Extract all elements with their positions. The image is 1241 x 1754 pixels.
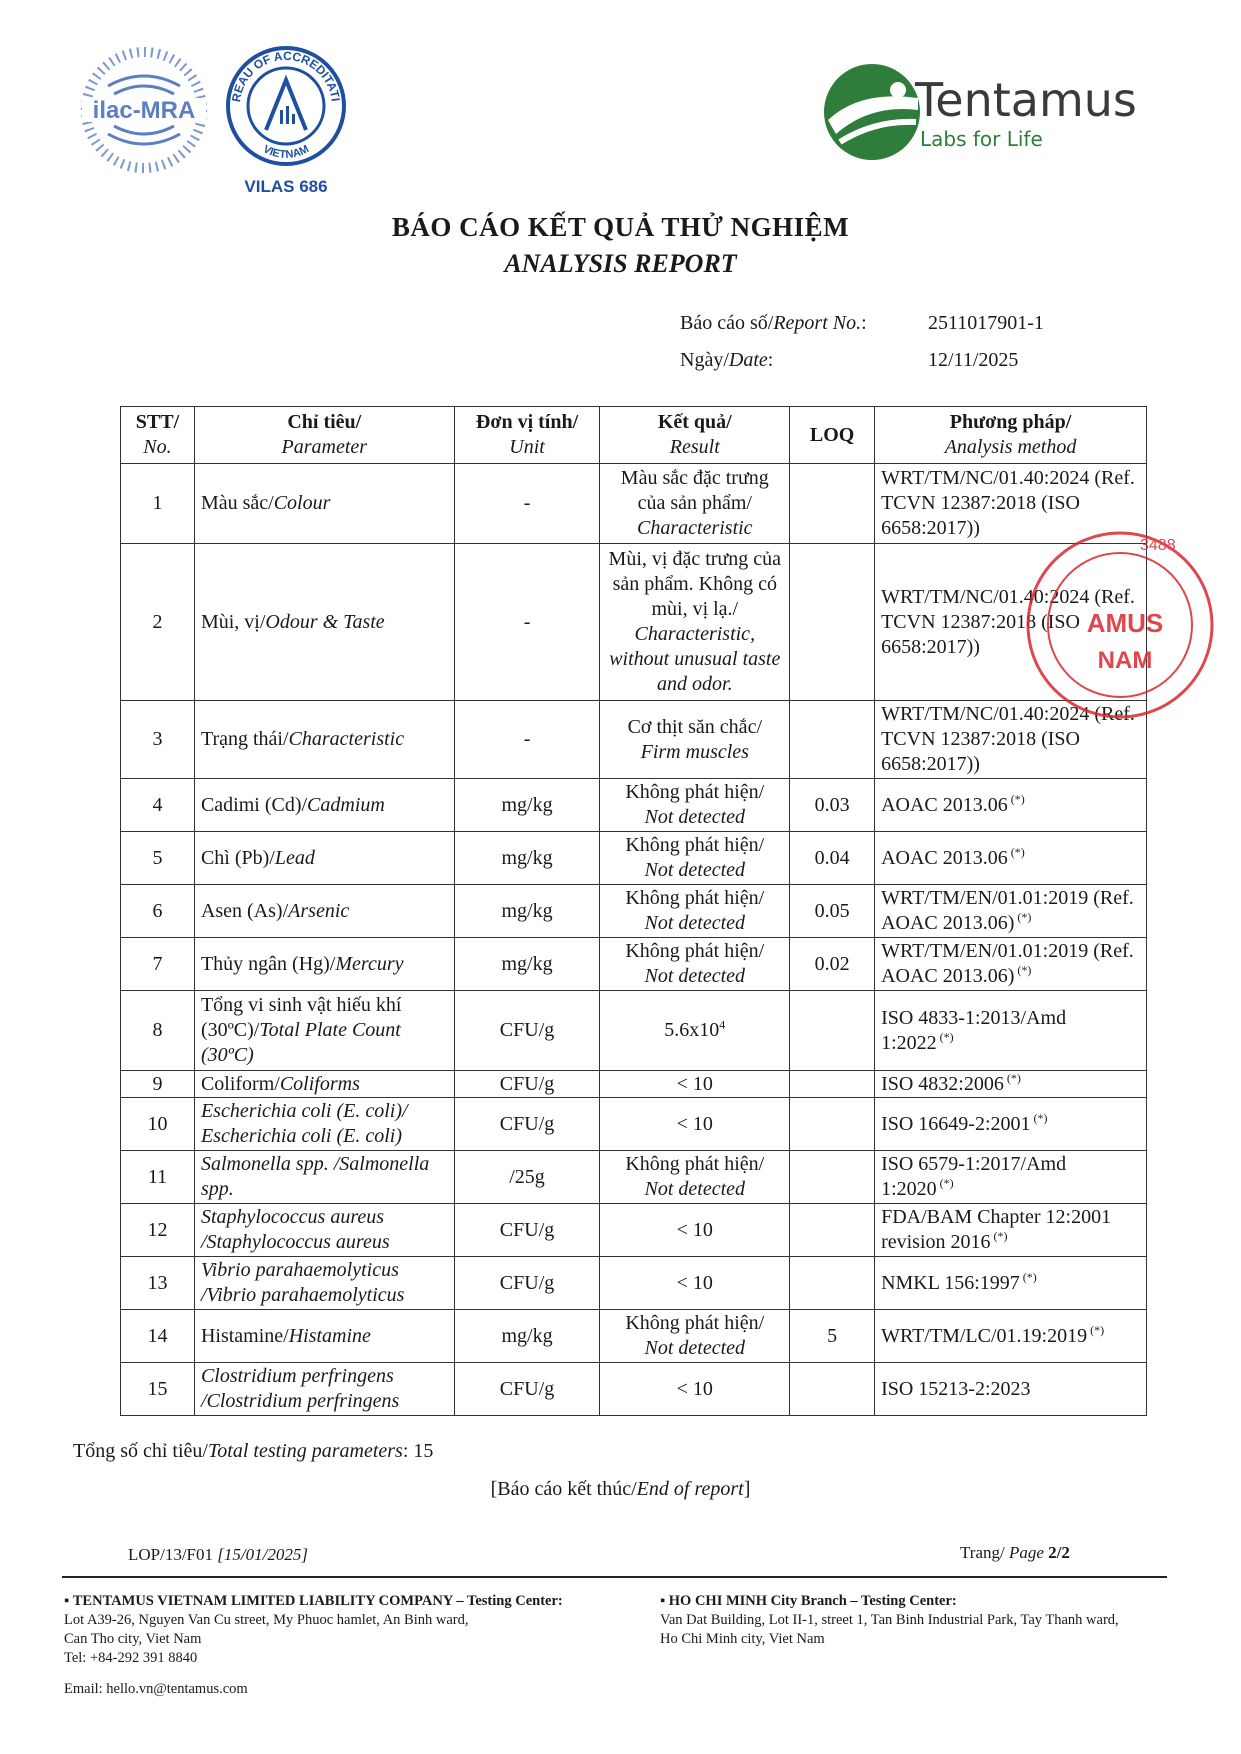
table-row bbox=[121, 1071, 1147, 1098]
row-unit: CFU/g bbox=[454, 1363, 600, 1416]
row-parameter: Tổng vi sinh vật hiếu khí (30ºC)/Total Plate Count (30ºC) bbox=[194, 991, 454, 1071]
row-no: 12 bbox=[121, 1204, 195, 1257]
header-loq: LOQ bbox=[790, 407, 875, 464]
row-result: $5.6x10^4$ bbox=[600, 991, 790, 1071]
row-no: 9 bbox=[121, 1071, 195, 1098]
report-no-value: 2511017901-1 bbox=[928, 312, 1044, 334]
table-row bbox=[121, 885, 1147, 938]
table-row bbox=[121, 938, 1147, 991]
row-loq bbox=[790, 991, 875, 1071]
company-address-left: ▪ TENTAMUS VIETNAM LIMITED LIABILITY COMPANY – Testing Center: Lot A39-26, Nguyen Van Cu street, My Phuoc hamlet, An Binh ward, Can Tho city, Viet Nam Tel: +84-292 391 8840 Email: hello.vn@tentamus.com bbox=[64, 1593, 563, 1697]
row-method: ISO 4833-1:2013/Amd 1:2022 (*) bbox=[875, 991, 1147, 1071]
row-parameter: Thủy ngân (Hg)/Mercury bbox=[194, 938, 454, 991]
row-no: 6 bbox=[121, 885, 195, 938]
table-row bbox=[121, 991, 1147, 1071]
row-method: AOAC 2013.06 (*) bbox=[875, 832, 1147, 885]
row-no: 1 bbox=[121, 464, 195, 544]
row-method: WRT/TM/EN/01.01:2019 (Ref. AOAC 2013.06) (*) bbox=[875, 885, 1147, 938]
row-parameter: Màu sắc/Colour bbox=[194, 464, 454, 544]
row-unit: CFU/g bbox=[454, 1071, 600, 1098]
svg-text:Labs for Life: Labs for Life bbox=[920, 127, 1043, 151]
row-parameter: Coliform/Coliforms bbox=[194, 1071, 454, 1098]
table-row bbox=[121, 832, 1147, 885]
row-loq bbox=[790, 1257, 875, 1310]
row-method: ISO 6579-1:2017/Amd 1:2020 (*) bbox=[875, 1151, 1147, 1204]
row-no: 2 bbox=[121, 544, 195, 701]
company-stamp bbox=[1020, 520, 1220, 730]
row-parameter: Vibrio parahaemolyticus /Vibrio parahaemolyticus bbox=[194, 1257, 454, 1310]
svg-text:Tentamus: Tentamus bbox=[915, 73, 1137, 127]
svg-text:BUREAU OF ACCREDITATION: REAU OF ACCREDITATI bbox=[229, 48, 343, 103]
row-result: Không phát hiện/ Not detected bbox=[600, 885, 790, 938]
report-title-vi: BÁO CÁO KẾT QUẢ THỬ NGHIỆM bbox=[391, 212, 850, 242]
table-row bbox=[121, 1204, 1147, 1257]
results-table bbox=[120, 406, 1147, 1416]
row-method: NMKL 156:1997 (*) bbox=[875, 1257, 1147, 1310]
row-unit: CFU/g bbox=[454, 1257, 600, 1310]
svg-text:VILAS 686: VILAS 686 bbox=[244, 177, 328, 196]
row-no: 15 bbox=[121, 1363, 195, 1416]
row-unit: mg/kg bbox=[454, 779, 600, 832]
table-row bbox=[121, 1257, 1147, 1310]
row-method: WRT/TM/NC/01.40:2024 (Ref. TCVN 12387:2018 (ISO 6658:2017)) bbox=[875, 701, 1147, 779]
header-unit: Đơn vị tính/ Unit bbox=[454, 407, 600, 464]
row-parameter: Trạng thái/Characteristic bbox=[194, 701, 454, 779]
row-loq bbox=[790, 1151, 875, 1204]
table-row bbox=[121, 1363, 1147, 1416]
row-loq bbox=[790, 544, 875, 701]
table-row bbox=[121, 701, 1147, 779]
row-result: Mùi, vị đặc trưng của sản phẩm. Không có mùi, vị lạ./ Characteristic, without unusual taste and odor. bbox=[600, 544, 790, 701]
row-method: WRT/TM/NC/01.40:2024 (Ref. TCVN 12387:2018 (ISO 6658:2017)) bbox=[875, 464, 1147, 544]
row-method: WRT/TM/EN/01.01:2019 (Ref. AOAC 2013.06) (*) bbox=[875, 938, 1147, 991]
table-row bbox=[121, 1151, 1147, 1204]
row-unit: mg/kg bbox=[454, 1310, 600, 1363]
row-loq: 0.04 bbox=[790, 832, 875, 885]
row-parameter: Cadimi (Cd)/Cadmium bbox=[194, 779, 454, 832]
tentamus-logo bbox=[820, 60, 1165, 165]
svg-text:3488: 3488 bbox=[1140, 537, 1176, 554]
row-loq: 0.02 bbox=[790, 938, 875, 991]
row-no: 4 bbox=[121, 779, 195, 832]
table-row bbox=[121, 464, 1147, 544]
row-method: AOAC 2013.06 (*) bbox=[875, 779, 1147, 832]
row-no: 13 bbox=[121, 1257, 195, 1310]
row-no: 11 bbox=[121, 1151, 195, 1204]
row-loq: 0.03 bbox=[790, 779, 875, 832]
footer-divider bbox=[62, 1576, 1167, 1578]
row-loq bbox=[790, 464, 875, 544]
row-no: 8 bbox=[121, 991, 195, 1071]
row-unit: - bbox=[454, 464, 600, 544]
report-no-label: Báo cáo số/Report No.: bbox=[680, 312, 867, 334]
svg-text:ilac-MRA: ilac-MRA bbox=[92, 97, 196, 124]
table-row bbox=[121, 1310, 1147, 1363]
row-unit: CFU/g bbox=[454, 1098, 600, 1151]
header-no: STT/ No. bbox=[121, 407, 195, 464]
date-label: Ngày/Date: bbox=[680, 349, 774, 371]
row-unit: - bbox=[454, 544, 600, 701]
row-result: < 10 bbox=[600, 1098, 790, 1151]
table-header-row bbox=[121, 407, 1147, 464]
row-parameter: Histamine/Histamine bbox=[194, 1310, 454, 1363]
header-parameter: Chỉ tiêu/ Parameter bbox=[194, 407, 454, 464]
row-parameter: Asen (As)/Arsenic bbox=[194, 885, 454, 938]
row-result: Không phát hiện/ Not detected bbox=[600, 1310, 790, 1363]
row-loq bbox=[790, 1204, 875, 1257]
report-title-en: ANALYSIS REPORT bbox=[504, 249, 737, 278]
row-method: ISO 4832:2006 (*) bbox=[875, 1071, 1147, 1098]
svg-text:AMUS: AMUS bbox=[1086, 608, 1164, 638]
page-number: Trang/ Page 2/2 bbox=[960, 1543, 1070, 1562]
date-value: 12/11/2025 bbox=[928, 349, 1019, 371]
row-no: 3 bbox=[121, 701, 195, 779]
row-no: 5 bbox=[121, 832, 195, 885]
row-method: ISO 15213-2:2023 bbox=[875, 1363, 1147, 1416]
boa-vilas-logo bbox=[222, 44, 350, 196]
row-unit: - bbox=[454, 701, 600, 779]
row-loq bbox=[790, 1363, 875, 1416]
row-result: < 10 bbox=[600, 1071, 790, 1098]
svg-text:VIETNAM: VIETNAM bbox=[260, 143, 311, 161]
total-parameters: Tổng số chỉ tiêu/Total testing parameters: 15 bbox=[73, 1440, 434, 1462]
row-parameter: Escherichia coli (E. coli)/ Escherichia coli (E. coli) bbox=[194, 1098, 454, 1151]
company-address-right: ▪ HO CHI MINH City Branch – Testing Center: Van Dat Building, Lot II-1, street 1, Tan Binh Industrial Park, Tay Thanh ward, Ho Chi Minh city, Viet Nam bbox=[660, 1593, 1119, 1647]
row-parameter: Clostridium perfringens /Clostridium perfringens bbox=[194, 1363, 454, 1416]
table-row bbox=[121, 1098, 1147, 1151]
row-unit: CFU/g bbox=[454, 1204, 600, 1257]
table-row bbox=[121, 544, 1147, 701]
row-result: < 10 bbox=[600, 1204, 790, 1257]
row-parameter: Chì (Pb)/Lead bbox=[194, 832, 454, 885]
row-parameter: Salmonella spp. /Salmonella spp. bbox=[194, 1151, 454, 1204]
row-loq: 5 bbox=[790, 1310, 875, 1363]
header-method: Phương pháp/ Analysis method bbox=[875, 407, 1147, 464]
row-result: Không phát hiện/ Not detected bbox=[600, 1151, 790, 1204]
row-loq: 0.05 bbox=[790, 885, 875, 938]
row-unit: CFU/g bbox=[454, 991, 600, 1071]
row-unit: mg/kg bbox=[454, 885, 600, 938]
svg-text:NAM: NAM bbox=[1097, 647, 1153, 674]
row-parameter: Mùi, vị/Odour & Taste bbox=[194, 544, 454, 701]
row-no: 10 bbox=[121, 1098, 195, 1151]
row-parameter: Staphylococcus aureus /Staphylococcus aureus bbox=[194, 1204, 454, 1257]
row-unit: mg/kg bbox=[454, 832, 600, 885]
row-result: Không phát hiện/ Not detected bbox=[600, 779, 790, 832]
row-result: Không phát hiện/ Not detected bbox=[600, 938, 790, 991]
ilac-mra-logo bbox=[78, 46, 210, 174]
row-method: FDA/BAM Chapter 12:2001 revision 2016 (*) bbox=[875, 1204, 1147, 1257]
row-method: WRT/TM/LC/01.19:2019 (*) bbox=[875, 1310, 1147, 1363]
end-of-report: [Báo cáo kết thúc/End of report] bbox=[490, 1478, 751, 1500]
row-loq bbox=[790, 701, 875, 779]
row-loq bbox=[790, 1071, 875, 1098]
row-result: < 10 bbox=[600, 1363, 790, 1416]
row-method: WRT/TM/NC/01.40:2024 (Ref. TCVN 12387:2018 (ISO 6658:2017)) bbox=[875, 544, 1147, 701]
row-no: 7 bbox=[121, 938, 195, 991]
row-result: Không phát hiện/ Not detected bbox=[600, 832, 790, 885]
row-result: Cơ thịt săn chắc/ Firm muscles bbox=[600, 701, 790, 779]
row-result: < 10 bbox=[600, 1257, 790, 1310]
form-code: LOP/13/F01 [15/01/2025] bbox=[128, 1545, 308, 1564]
row-loq bbox=[790, 1098, 875, 1151]
header-result: Kết quả/ Result bbox=[600, 407, 790, 464]
row-unit: /25g bbox=[454, 1151, 600, 1204]
row-unit: mg/kg bbox=[454, 938, 600, 991]
row-no: 14 bbox=[121, 1310, 195, 1363]
row-result: Màu sắc đặc trưng của sản phẩm/ Characteristic bbox=[600, 464, 790, 544]
table-row bbox=[121, 779, 1147, 832]
row-method: ISO 16649-2:2001 (*) bbox=[875, 1098, 1147, 1151]
